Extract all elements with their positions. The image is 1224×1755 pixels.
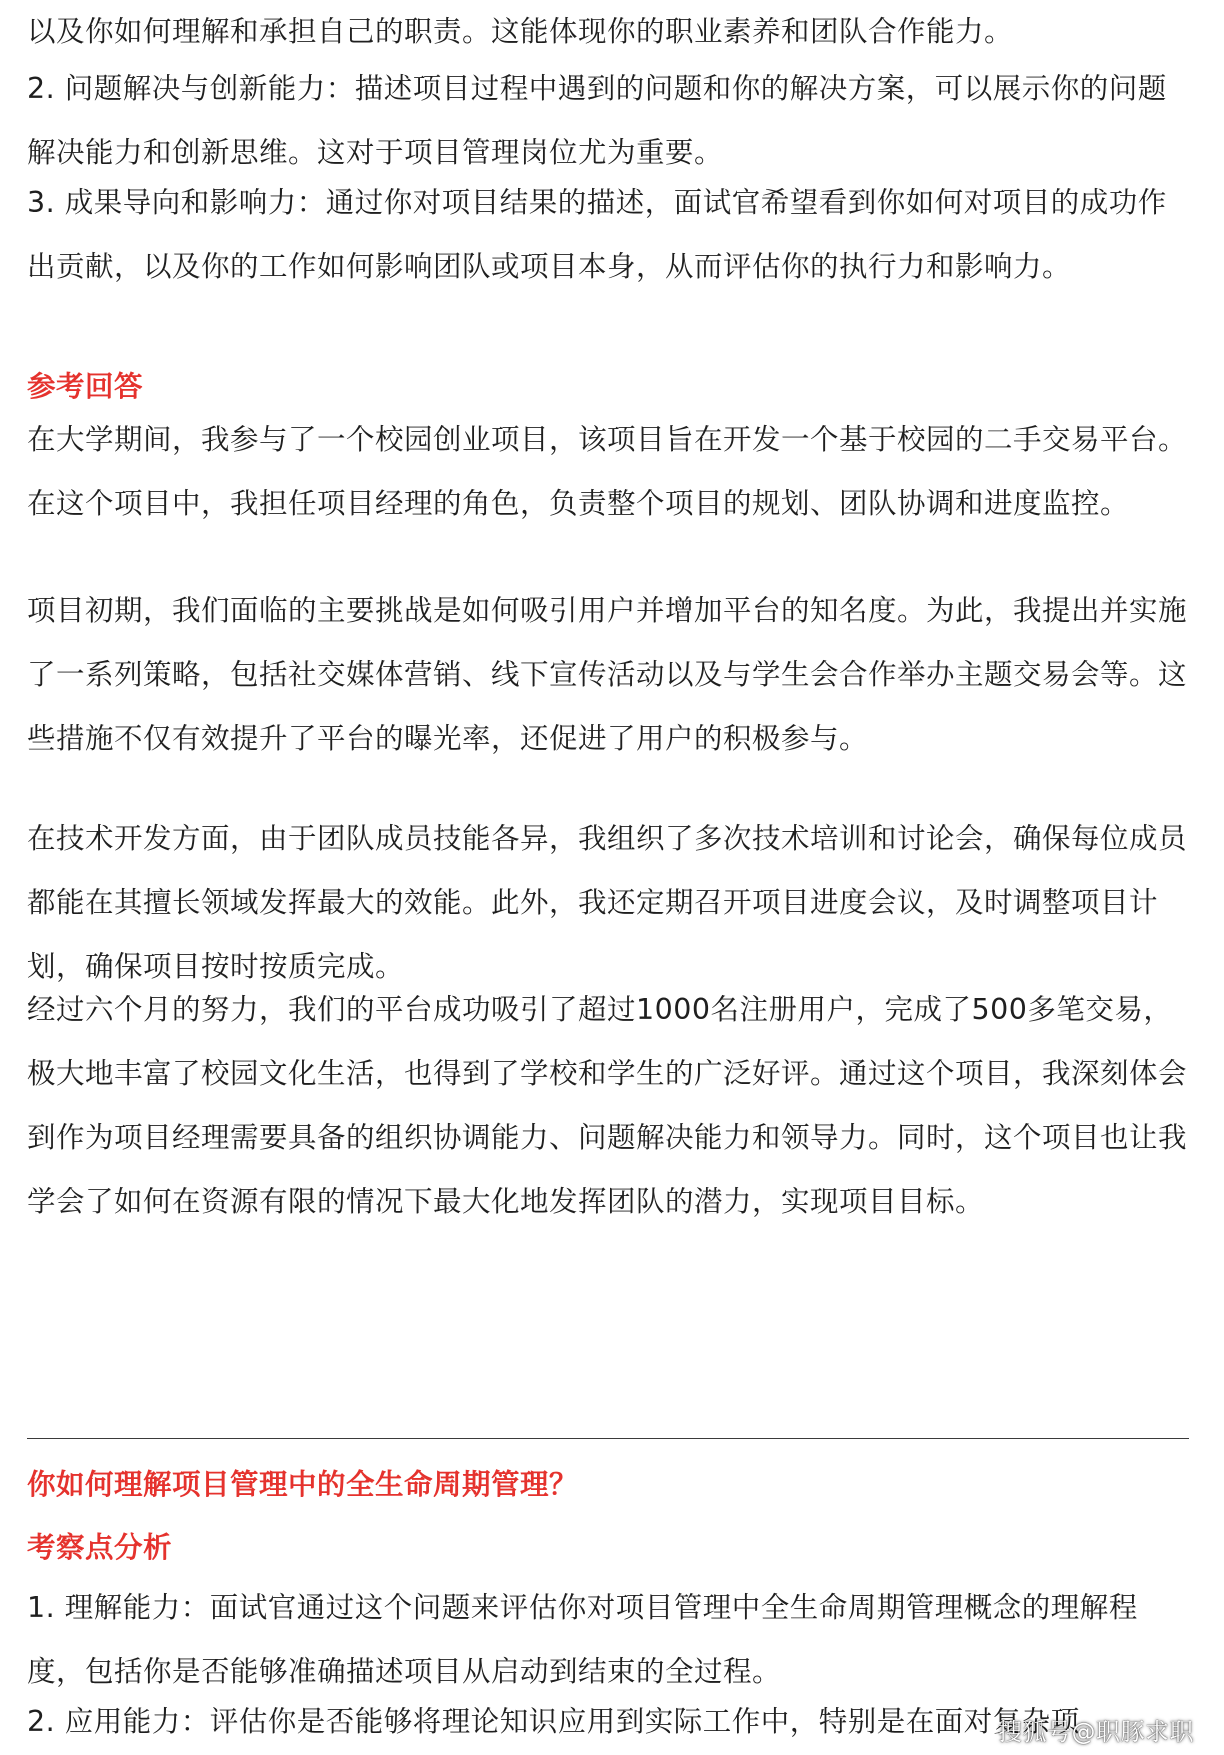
point-result-oriented: 3. 成果导向和影响力：通过你对项目结果的描述，面试官希望看到你如何对项目的成功作出贡献，以及你的工作如何影响团队或项目本身，从而评估你的执行力和影响力。	[27, 186, 1167, 283]
source-watermark: 搜狐号@职豚求职	[998, 1718, 1194, 1746]
paragraph-duty-summary: 以及你如何理解和承担自己的职责。这能体现你的职业素养和团队合作能力。	[27, 15, 1014, 48]
article-body	[27, 0, 1197, 1755]
analysis-point-2: 2. 应用能力：评估你是否能够将理论知识应用到实际工作中，特别是在面对复杂项	[27, 1705, 1080, 1738]
point-problem-solving: 2. 问题解决与创新能力：描述项目过程中遇到的问题和你的解决方案，可以展示你的问题解决能力和创新思维。这对于项目管理岗位尤为重要。	[27, 72, 1167, 169]
reference-answer-heading: 参考回答	[27, 370, 144, 403]
answer-paragraph-1: 在大学期间，我参与了一个校园创业项目，该项目旨在开发一个基于校园的二手交易平台。在这个项目中，我担任项目经理的角色，负责整个项目的规划、团队协调和进度监控。	[27, 423, 1188, 520]
answer-paragraph-3: 在技术开发方面，由于团队成员技能各异，我组织了多次技术培训和讨论会，确保每位成员都能在其擅长领域发挥最大的效能。此外，我还定期召开项目进度会议，及时调整项目计划，确保项目按时按质完成。	[27, 822, 1188, 983]
answer-paragraph-2: 项目初期，我们面临的主要挑战是如何吸引用户并增加平台的知名度。为此，我提出并实施了一系列策略，包括社交媒体营销、线下宣传活动以及与学生会合作举办主题交易会等。这些措施不仅有效提升了平台的曝光率，还促进了用户的积极参与。	[27, 594, 1188, 755]
analysis-point-1: 1. 理解能力：面试官通过这个问题来评估你对项目管理中全生命周期管理概念的理解程度，包括你是否能够准确描述项目从启动到结束的全过程。	[27, 1591, 1138, 1688]
question-title: 你如何理解项目管理中的全生命周期管理？	[27, 1468, 579, 1501]
answer-paragraph-4: 经过六个月的努力，我们的平台成功吸引了超过1000名注册用户，完成了500多笔交易，极大地丰富了校园文化生活，也得到了学校和学生的广泛好评。通过这个项目，我深刻体会到作为项目经理需要具备的组织协调能力、问题解决能力和领导力。同时，这个项目也让我学会了如何在资源有限的情况下最大化地发挥团队的潜力，实现项目目标。	[27, 993, 1188, 1218]
analysis-heading: 考察点分析	[27, 1531, 173, 1564]
section-divider	[27, 1438, 1189, 1439]
